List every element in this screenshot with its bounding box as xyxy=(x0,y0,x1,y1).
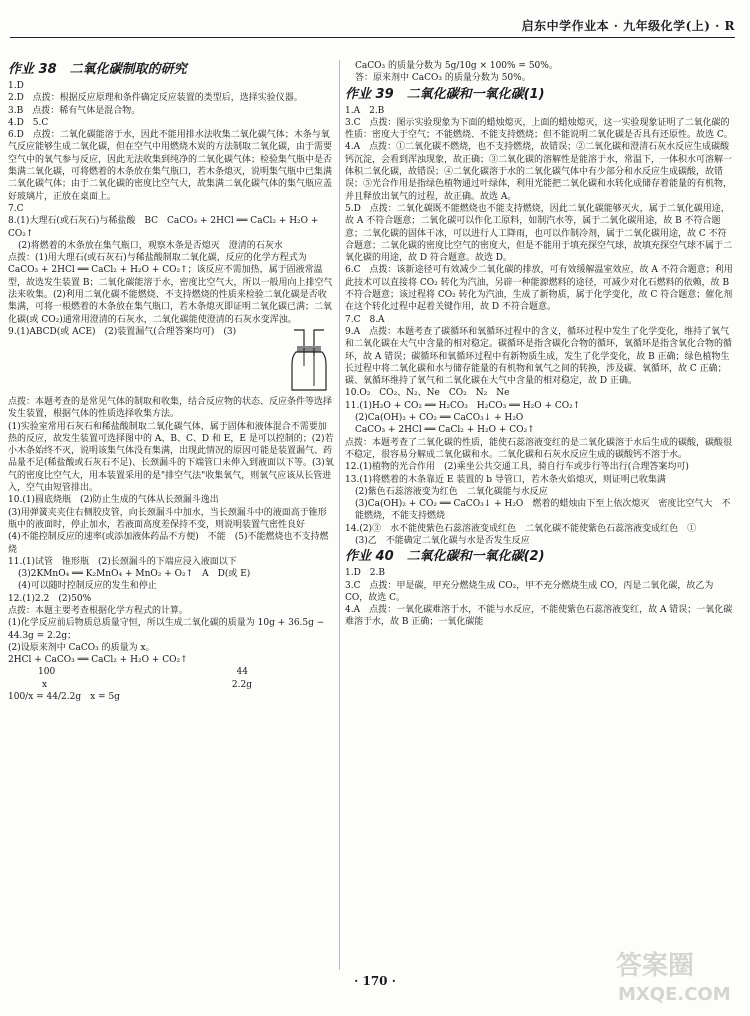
answer-line: 8.(1)大理石(或石灰石)与稀盐酸 BC CaCO₃ + 2HCl ══ CaCl₂ + H₂O + CO₂↑ xyxy=(8,216,319,239)
calc-row-2 xyxy=(8,679,252,691)
answer-line: 4.D 5.C xyxy=(8,117,49,128)
answer-line: 3.C 点拨：甲是碳，甲充分燃烧生成 CO₂，甲不充分燃烧生成 CO，丙是二氧化碳，故乙为 CO，故选 C。 xyxy=(345,580,714,603)
answer-line: (3)Ca(OH)₂ + CO₂ ══ CaCO₃↓ + H₂O 燃着的蜡烛由下至上依次熄灭 密度比空气大 不能燃烧，不能支持燃烧 xyxy=(355,499,731,522)
section-38-title: 作业 38 二氧化碳制取的研究 xyxy=(8,62,187,77)
watermark-text: 答案圈 xyxy=(616,951,695,981)
answer-line: 点拨：本题主要考查根据化学方程式的计算。 xyxy=(8,605,189,616)
q9-row xyxy=(8,326,334,396)
answer-line: 10.O₂ CO₂、N₂、Ne CO₂ N₂ Ne xyxy=(345,388,510,399)
answer-line: 6.D 点拨：二氧化碳能溶于水，因此不能用排水法收集二氧化碳气体；木条与氧气反应能够生成二氧化碳，但在空气中用燃烧木炭的方法制取二氧化碳，由于需要空气中的氧气参与反应，因此无法收集到纯净的二氧化碳气体；检验集气瓶中是否集满二氧化碳，可将燃着的木条放在集气瓶口，若木条熄灭，说明集气瓶中已集满二氧化碳气体；由于二氧化碳的密度比空气大，故集满二氧化碳气体的集气瓶应盖好玻璃片，正放在桌面上。 xyxy=(8,130,333,202)
answer-line: 12.(1)2.2 (2)50% xyxy=(8,593,92,604)
answer-line: (2)紫色石蕊溶液变为红色 二氧化碳能与水反应 xyxy=(355,486,548,497)
answer-line: 1.D xyxy=(8,81,24,91)
answer-line: 7.C 8.A xyxy=(345,314,385,325)
section-39-title: 作业 39 二氧化碳和一氧化碳(1) xyxy=(345,86,545,102)
answer-line: 5.D 点拨：二氧化碳既不能燃烧也不能支持燃烧，因此二氧化碳能够灭火，属于二氧化碳用途，故 A 不符合题意；二氧化碳可以作化工原料，如制汽水等，属于二氧化碳用途，故 B 不符合题意；二氧化碳的固体干冰，可以进行人工降雨，也可以作制冷剂，属于二氧化碳用途，故 C 不符合题意；二氧化碳的密度比空气的密度大，但是不能用于填充探空气球，故填充探空气球不属于二氧化碳的用途，故 D 符合题意。故选 D。 xyxy=(345,203,733,264)
answer-line: 10.(1)圆底烧瓶 (2)防止生成的气体从长颈漏斗逸出 xyxy=(8,495,219,506)
answer-line: 点拨：(1)用大理石(或石灰石)与稀盐酸制取二氧化碳，反应的化学方程式为 CaCO₃ + 2HCl ══ CaCl₂ + H₂O + CO₂↑；该反应不需加热，属于固液常温型，故选发生装置 B；二氧化碳能溶于水，密度比空气大，所以一般用向上排空气法来收集。(2)利用二氧化碳不能燃烧、不支持燃烧的性质来检验二氧化碳是否收集满，可将一根燃着的木条放在集气瓶口，若木条熄灭即证明二氧化碳已满；二氧化碳(或 CO₂)通常用澄清的石灰水，二氧化碳能使澄清的石灰水变浑浊。 xyxy=(8,253,333,325)
answer-line: 9.A 点拨：本题考查了碳循环和氧循环过程中的含义，循环过程中发生了化学变化，维持了氧气和二氧化碳在大气中含量的相对稳定。碳循环是指含碳化合物的循环，氧循环是指含氧化合物的循环，故 A 错误；碳循环和氧循环过程中有新物质生成，发生了化学变化，故 B 正确；绿色植物生长过程中将二氧化碳和水与储存能量的有机物和氧气之间的转换，涉及碳、氧循环，故 C 正确；碳、氧循环维持了氧气和二氧化碳在大气中含量的相对稳定，故 D 正确。 xyxy=(345,326,733,387)
answer-line: 14.(2)③ 水不能使紫色石蕊溶液变成红色 二氧化碳不能使紫色石蕊溶液变成红色 ① xyxy=(345,523,697,534)
answer-line: (2)Ca(OH)₂ + CO₂ ══ CaCO₃↓ + H₂O xyxy=(355,413,524,424)
answer-line: 3.C 点拨：图示实验现象为下面的蜡烛熄灭，上面的蜡烛熄灭，这一实验现象证明了二氧化碳的性质：密度大于空气；不能燃烧、不能支持燃烧；但不能说明二氧化碳是否具有还原性。故选 C。 xyxy=(345,117,733,141)
answer-line: (3)用弹簧夹夹住右侧胶皮管，向长颈漏斗中加水，当长颈漏斗中的液面高于锥形瓶中的液面时，停止加水，若液面高度差保持不变，则说明装置气密性良好 xyxy=(8,507,327,530)
answer-line: 2HCl + CaCO₃ ══ CaCl₂ + H₂O + CO₂↑ xyxy=(8,655,188,666)
answer-line: 1.A 2.B xyxy=(345,105,385,116)
page-header xyxy=(250,18,735,36)
answer-line: 点拨：本题考查的是常见气体的制取和收集，结合反应物的状态、反应条件等选择发生装置，根据气体的性质选择收集方法。 xyxy=(8,396,333,420)
answer-line: (2)将燃着的木条放在集气瓶口，观察木条是否熄灭 澄清的石灰水 xyxy=(18,240,283,251)
answer-line: 11.(1)试管 锥形瓶 (2)长颈漏斗的下端应浸入液面以下 xyxy=(8,556,237,567)
answer-line: (4)不能控制反应的速率(或添加液体药品不方便) 不能 (5)不能燃烧也不支持燃烧 xyxy=(8,532,329,555)
header-title: 启东中学作业本 · 九年级化学(上) · R xyxy=(521,19,735,33)
answer-line: 1.D 2.B xyxy=(345,568,386,579)
answer-line: 4.A 点拨：一氧化碳难溶于水，不能与水反应，不能使紫色石蕊溶液变红，故 A 错误；一氧化碳难溶于水，故 B 正确；一氧化碳能 xyxy=(345,605,733,628)
answer-line: (1)化学反应前后物质总质量守恒，所以生成二氧化碳的质量为 10g + 36.5g − 44.3g = 2.2g； xyxy=(8,618,325,641)
answer-line: 4.A 点拨：①二氧化碳不燃烧，也不支持燃烧，故错误；②二氧化碳和澄清石灰水反应生成碳酸钙沉淀，会看到浑浊现象，故正确；③二氧化碳的溶解性是能溶于水，常温下，一体积水可溶解一体积二氧化碳，故错误；④二氧化碳溶于水的二氧化碳气体中有少部分和水反应生成碳酸，故错误；⑤光合作用是指绿色植物通过叶绿体，利用光能把二氧化碳和水转化成储存着能量的有机物，并且释放出氧气的过程，故正确。故选 A。 xyxy=(345,142,733,202)
gas-bottle-icon xyxy=(284,326,334,396)
answer-line: (3)乙 不能确定二氧化碳与水是否发生反应 xyxy=(355,535,530,546)
answer-line: 12.(1)植物的光合作用 (2)乘坐公共交通工具，骑自行车或步行等出行(合理答案均可) xyxy=(345,462,689,473)
answer-line: 点拨：本题考查了二氧化碳的性质，能使石蕊溶液变红的是二氧化碳溶于水后生成的碳酸，碳酸很不稳定，很容易分解成二氧化碳和水。二氧化碳和石灰水反应生成的碳酸钙不溶于水。 xyxy=(345,437,733,460)
answer-line: CaCO₃ 的质量分数为 5g/10g × 100% = 50%。 xyxy=(355,61,558,71)
answer-line: 2.D 点拨：根据反应原理和条件确定反应装置的类型后，选择实验仪器。 xyxy=(8,93,303,104)
answer-line: 11.(1)H₂O + CO₂ ══ H₂CO₃ H₂CO₃ ══ H₂O + CO₂↑ xyxy=(345,400,581,411)
answer-line: 9.(1)ABCD(或 ACE) (2)装置漏气(合理答案均可) (3) xyxy=(8,326,237,337)
section-40-title: 作业 40 二氧化碳和一氧化碳(2) xyxy=(345,549,545,565)
answer-line: 13.(1)将燃着的木条靠近 E 装置的 b 导管口，若木条火焰熄灭，则证明已收集满 xyxy=(345,474,666,485)
calc-value: x xyxy=(42,679,48,690)
answer-line: 3.B 点拨：稀有气体是混合物。 xyxy=(8,105,141,116)
answer-line: 7.C xyxy=(8,203,24,214)
watermark-logo xyxy=(608,944,738,1008)
column-divider xyxy=(339,60,340,970)
calc-value: 2.2g xyxy=(231,679,252,690)
calc-value: 100 xyxy=(38,667,56,678)
answer-line: (4)可以随时控制反应的发生和停止 xyxy=(18,581,157,592)
calc-final: 100/x = 44/2.2g x = 5g xyxy=(8,692,120,703)
answer-line: 6.C 点拨：该新途径可有效减少二氧化碳的排放，可有效缓解温室效应，故 A 不符合题意；利用此技术可以直接将 CO₂ 转化为汽油，另辟一种能源燃料的途径，可减少对化石燃料的依赖，故 B 不符合题意；该过程将 CO₂ 转化为汽油，生成了新物质，属于化学变化，故 C 符合题意；催化剂在这个转化过程中起着关键作用，故 D 不符合题意。 xyxy=(345,265,733,313)
left-column xyxy=(8,60,334,975)
answer-line: (2)设原来剂中 CaCO₃ 的质量为 x。 xyxy=(8,642,155,653)
watermark-url: MXQE.COM xyxy=(618,984,731,1005)
calc-row-1 xyxy=(8,666,248,678)
answer-line: (3)2KMnO₄ ══ K₂MnO₄ + MnO₂ + O₂↑ A D(或 E) xyxy=(18,569,251,580)
answer-line: (1)实验室常用石灰石和稀盐酸制取二氧化碳气体，属于固体和液体混合不需要加热的反应，故发生装置可选择图中的 A、B、C、D 和 E，E 是可以控制的；(2)若小木条始终不灭，说明该集气体没有集满，出现此情况的原因可能是装置漏气、药品量不足(稀盐酸或石灰石不足)、长颈漏斗的下端管口未伸入到液面以下等。(3)氧气的密度比空气大，用本装置采用的是"排空气法"收集氧气，则氧气应该从长管进入，空气由短管排出。 xyxy=(8,421,334,494)
page-number: · 170 · xyxy=(354,974,396,988)
calc-value: 44 xyxy=(236,667,248,678)
right-column xyxy=(345,60,735,975)
answer-line: 答：原来剂中 CaCO₃ 的质量分数为 50%。 xyxy=(355,73,531,84)
answer-line: CaCO₃ + 2HCl ══ CaCl₂ + H₂O + CO₂↑ xyxy=(355,425,535,436)
header-rule xyxy=(10,37,735,38)
